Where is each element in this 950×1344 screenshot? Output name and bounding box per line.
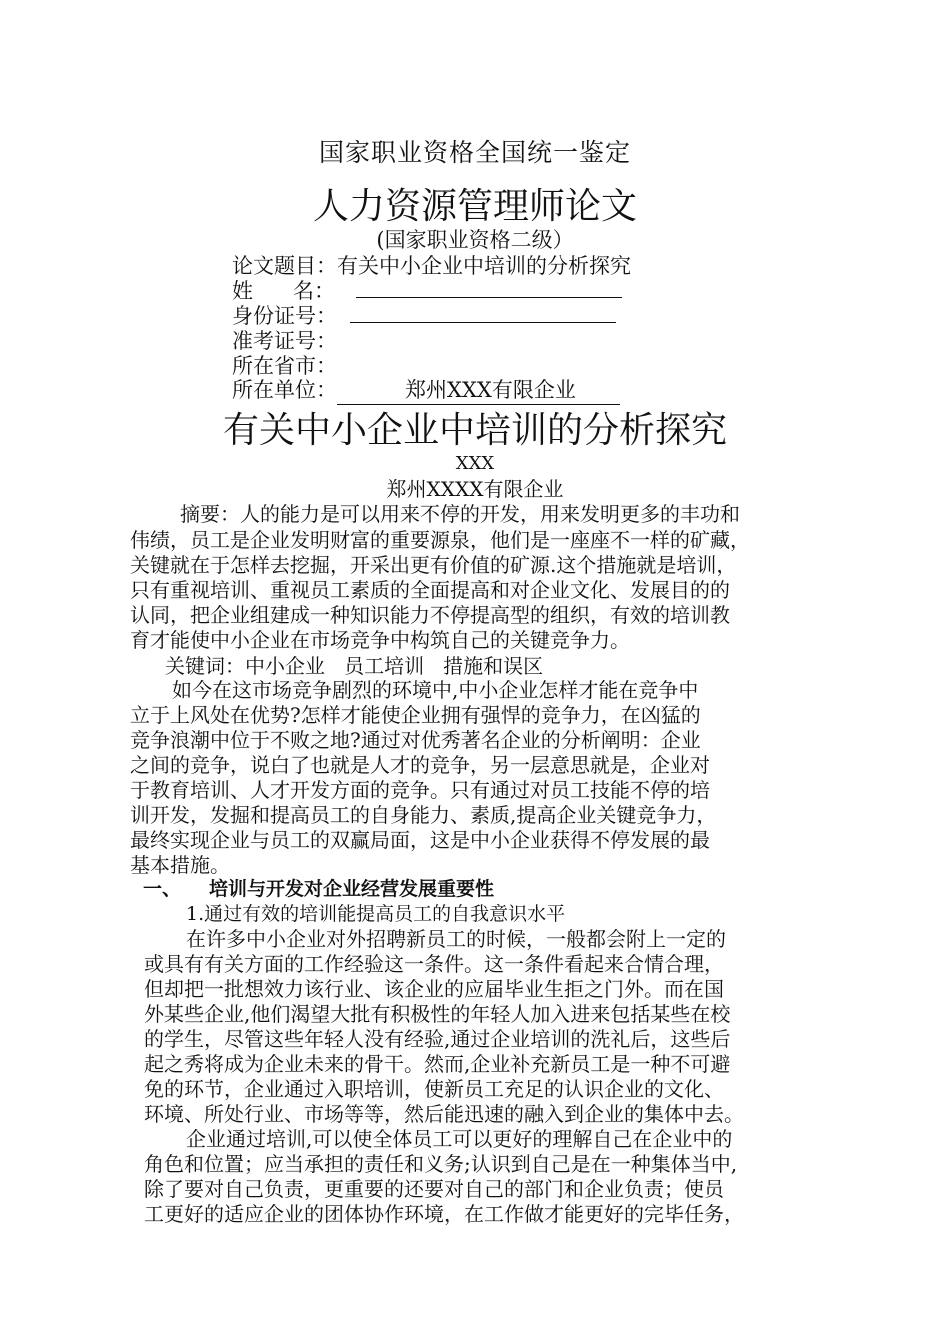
province-label: 所在省市：	[232, 354, 337, 378]
section-heading	[143, 874, 494, 901]
body-line: 或具有有关方面的工作经验这一条件。这一条件看起来合情合理，	[144, 952, 724, 976]
abstract-line: 只有重视培训、重视员工素质的全面提高和对企业文化、发展目的的	[130, 578, 730, 602]
abstract-line: 育才能使中小企业在市场竞争中构筑自己的关键竞争力。	[130, 628, 630, 652]
intro-line: 如今在这市场竞争剧烈的环境中,中小企业怎样才能在竞争中	[172, 678, 699, 702]
abstract-line: 伟绩，员工是企业发明财富的重要源泉，他们是一座座不一样的矿藏，	[130, 528, 750, 552]
body-line: 外某些企业,他们渴望大批有积极性的年轻人加入进来包括某些在校	[144, 1002, 731, 1026]
paper-author: XXX	[455, 453, 495, 474]
topic-row	[232, 250, 631, 276]
qualification-level: (国家职业资格二级）	[376, 228, 574, 252]
subsection-heading: 1.通过有效的培训能提高员工的自我意识水平	[186, 903, 566, 925]
abstract-line: 关键就在于怎样去挖掘，开采出更有价值的矿源.这个措施就是培训，	[130, 553, 737, 577]
id-blank	[350, 304, 616, 323]
name-label: 姓 名：	[232, 279, 336, 303]
body-line: 在许多中小企业对外招聘新员工的时候，一般都会附上一定的	[186, 927, 726, 951]
id-label: 身份证号：	[232, 304, 337, 328]
section-number: 一、	[143, 878, 182, 900]
abstract-line: 摘要：人的能力是可以用来不停的开发，用来发明更多的丰功和	[180, 502, 740, 526]
intro-line: 训开发，发掘和提高员工的自身能力、素质,提高企业关键竞争力，	[130, 803, 717, 827]
paper-organization: 郑州XXXX有限企业	[386, 477, 564, 501]
intro-line: 立于上风处在优势?怎样才能使企业拥有强悍的竞争力，在凶猛的	[130, 703, 701, 727]
body-line: 免的环节，企业通过入职培训，使新员工充足的认识企业的文化、	[144, 1077, 724, 1101]
exam-row	[232, 325, 337, 351]
intro-line: 竞争浪潮中位于不败之地?通过对优秀著名企业的分析阐明：企业	[130, 728, 701, 752]
name-row	[232, 275, 622, 301]
body-line: 环境、所处行业、市场等等，然后能迅速的融入到企业的集体中去。	[144, 1102, 744, 1126]
intro-line: 之间的竞争，说白了也就是人才的竞争，另一层意思就是，企业对	[130, 753, 710, 777]
body-line: 但却把一批想效力该行业、该企业的应届毕业生拒之门外。而在国	[144, 977, 724, 1001]
paper-title: 有关中小企业中培训的分析探究	[222, 410, 727, 451]
name-blank	[356, 279, 622, 298]
intro-line: 基本措施。	[130, 853, 230, 877]
body-line: 起之秀将成为企业未来的骨干。然而,企业补充新员工是一种不可避	[144, 1052, 731, 1076]
body-line: 工更好的适应企业的团体协作环境，在工作做才能更好的完毕任务，	[144, 1202, 744, 1226]
intro-line: 于教育培训、人才开发方面的竞争。只有通过对员工技能不停的培	[130, 778, 710, 802]
unit-label: 所在单位：	[232, 378, 337, 402]
section-title: 培训与开发对企业经营发展重要性	[209, 878, 495, 900]
exam-label: 准考证号：	[232, 329, 337, 353]
exam-subtitle: 国家职业资格全国统一鉴定	[318, 138, 631, 167]
topic-label: 论文题目：	[232, 254, 337, 278]
document-title: 人力资源管理师论文	[312, 186, 637, 227]
province-row	[232, 350, 337, 376]
body-line: 企业通过培训,可以使全体员工可以更好的理解自己在企业中的	[186, 1127, 733, 1151]
keywords: 关键词：中小企业 员工培训 措施和误区	[165, 654, 544, 678]
unit-value: 郑州XXX有限企业	[337, 374, 620, 405]
topic-value: 有关中小企业中培训的分析探究	[337, 254, 631, 278]
id-row	[232, 300, 616, 326]
unit-row	[232, 374, 620, 400]
body-line: 除了要对自己负责，更重要的还要对自己的部门和企业负责；使员	[144, 1177, 724, 1201]
body-line: 的学生，尽管这些年轻人没有经验,通过企业培训的洗礼后，这些后	[144, 1027, 731, 1051]
intro-line: 最终实现企业与员工的双赢局面，这是中小企业获得不停发展的最	[130, 828, 710, 852]
body-line: 角色和位置；应当承担的责任和义务;认识到自己是在一种集体当中,	[144, 1152, 738, 1176]
abstract-line: 认同，把企业组建成一种知识能力不停提高型的组织，有效的培训教	[130, 603, 730, 627]
